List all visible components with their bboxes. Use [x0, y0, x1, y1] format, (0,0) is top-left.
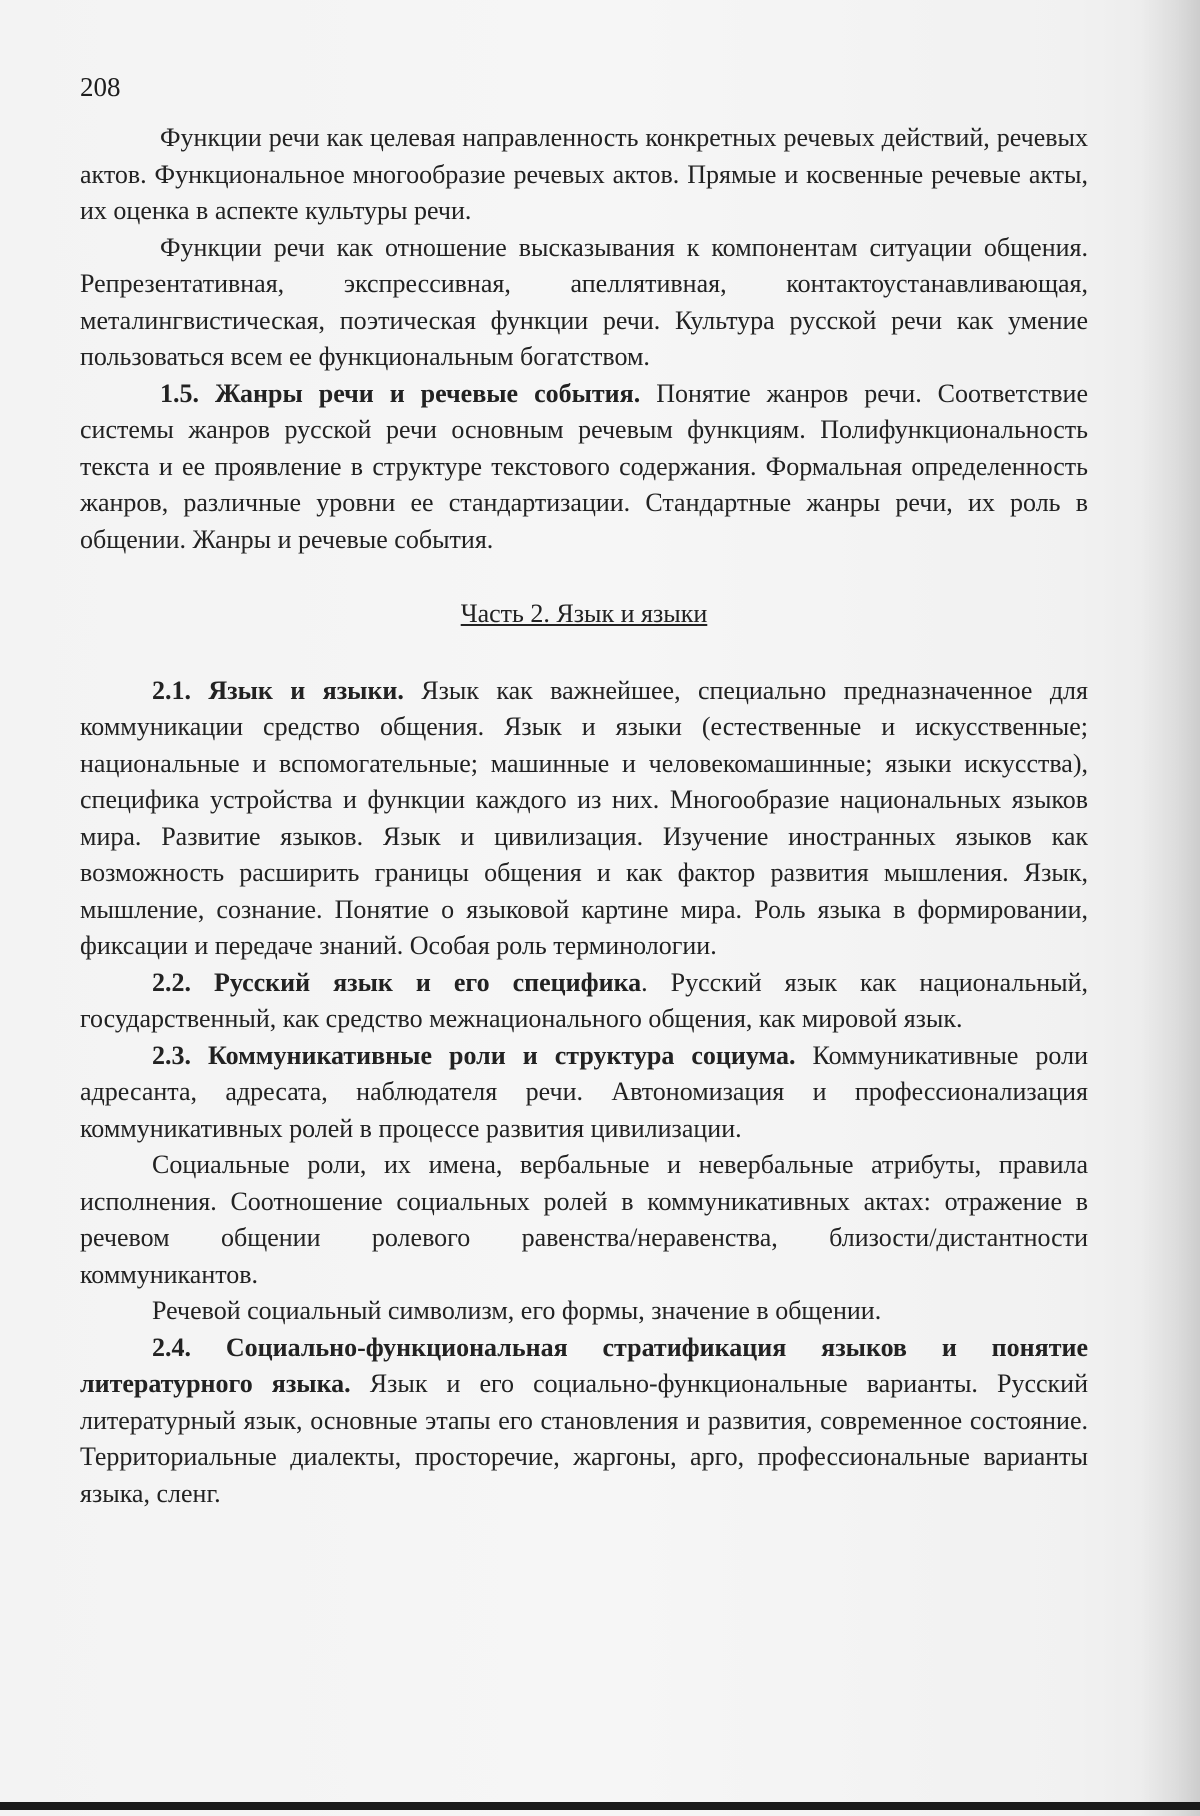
paragraph: [80, 1147, 1088, 1293]
paragraph: [80, 120, 1088, 230]
paragraph: [80, 1293, 1088, 1330]
part-heading: Часть 2. Язык и языки: [460, 599, 708, 628]
section-title: 2.4. Социально-функциональная стратификация языков и понятие литературного языка.: [80, 1332, 1088, 1398]
paragraph: [80, 673, 1088, 965]
paragraph: [80, 1038, 1088, 1148]
section-title: 2.2. Русский язык и его специфика: [152, 967, 642, 997]
section-title: 2.1. Язык и языки.: [152, 675, 404, 705]
paragraph-text: . Русский язык как национальный, государственный, как средство межнационального общения, как мировой язык.: [80, 967, 1088, 1033]
body-text: [80, 120, 1088, 1512]
page-number: 208: [80, 72, 121, 102]
section-title: 2.3. Коммуникативные роли и структура социума.: [152, 1040, 796, 1070]
paragraph-text: Функции речи как целевая направленность конкретных речевых действий, речевых актов. Функциональное многообразие речевых актов. Прямые и косвенные речевые акты, их оценка в аспекте культуры речи.: [80, 123, 1088, 225]
paragraph-text: Речевой социальный символизм, его формы, значение в общении.: [152, 1296, 882, 1325]
paragraph-text: Язык и его социально-функциональные варианты. Русский литературный язык, основные этапы его становления и развития, современное состояние. Территориальные диалекты, просторечие, жаргоны, арго, профессиональные варианты языка, сленг.: [80, 1369, 1088, 1508]
paragraph: [80, 965, 1088, 1038]
paragraph-text: Коммуникативные роли адресанта, адресата, наблюдателя речи. Автономизация и профессионализация коммуникативных ролей в процессе развития цивилизации.: [80, 1040, 1088, 1143]
paragraph: [80, 230, 1088, 376]
paragraph-text: Язык как важнейшее, специально предназначенное для коммуникации средство общения. Язык и языки (естественные и искусственные; национальные и вспомогательные; машинные и человекомашинные; языки искусства), специфика устройства и функции каждого из них. Многообразие национальных языков мира. Развитие языков. Язык и цивилизация. Изучение иностранных языков как возможность расширить границы общения и как фактор развития мышления. Язык, мышление, сознание. Понятие о языковой картине мира. Роль языка в формировании, фиксации и передаче знаний. Особая роль терминологии.: [80, 675, 1088, 960]
scan-edge: [0, 1802, 1200, 1810]
paragraph-text: Функции речи как отношение высказывания к компонентам ситуации общения. Репрезентативная, экспрессивная, апеллятивная, контактоустанавливающая, металингвистическая, поэтическая функции речи. Культура русской речи как умение пользоваться всем ее функциональным богатством.: [80, 232, 1088, 371]
paragraph: [80, 1330, 1088, 1513]
paragraph: [80, 376, 1088, 559]
page-shadow: [1140, 0, 1200, 1816]
section-title: 1.5. Жанры речи и речевые события.: [160, 378, 641, 408]
paragraph-text: Социальные роли, их имена, вербальные и невербальные атрибуты, правила исполнения. Соотношение социальных ролей в коммуникативных актах: отражение в речевом общении ролевого равенства/неравенства, близости/дистантности коммуникантов.: [80, 1150, 1088, 1289]
paragraph-text: Понятие жанров речи. Соответствие системы жанров русской речи основным речевым функциям. Полифункциональность текста и ее проявление в структуре текстового содержания. Формальная определенность жанров, различные уровни ее стандартизации. Стандартные жанры речи, их роль в общении. Жанры и речевые события.: [80, 378, 1088, 554]
